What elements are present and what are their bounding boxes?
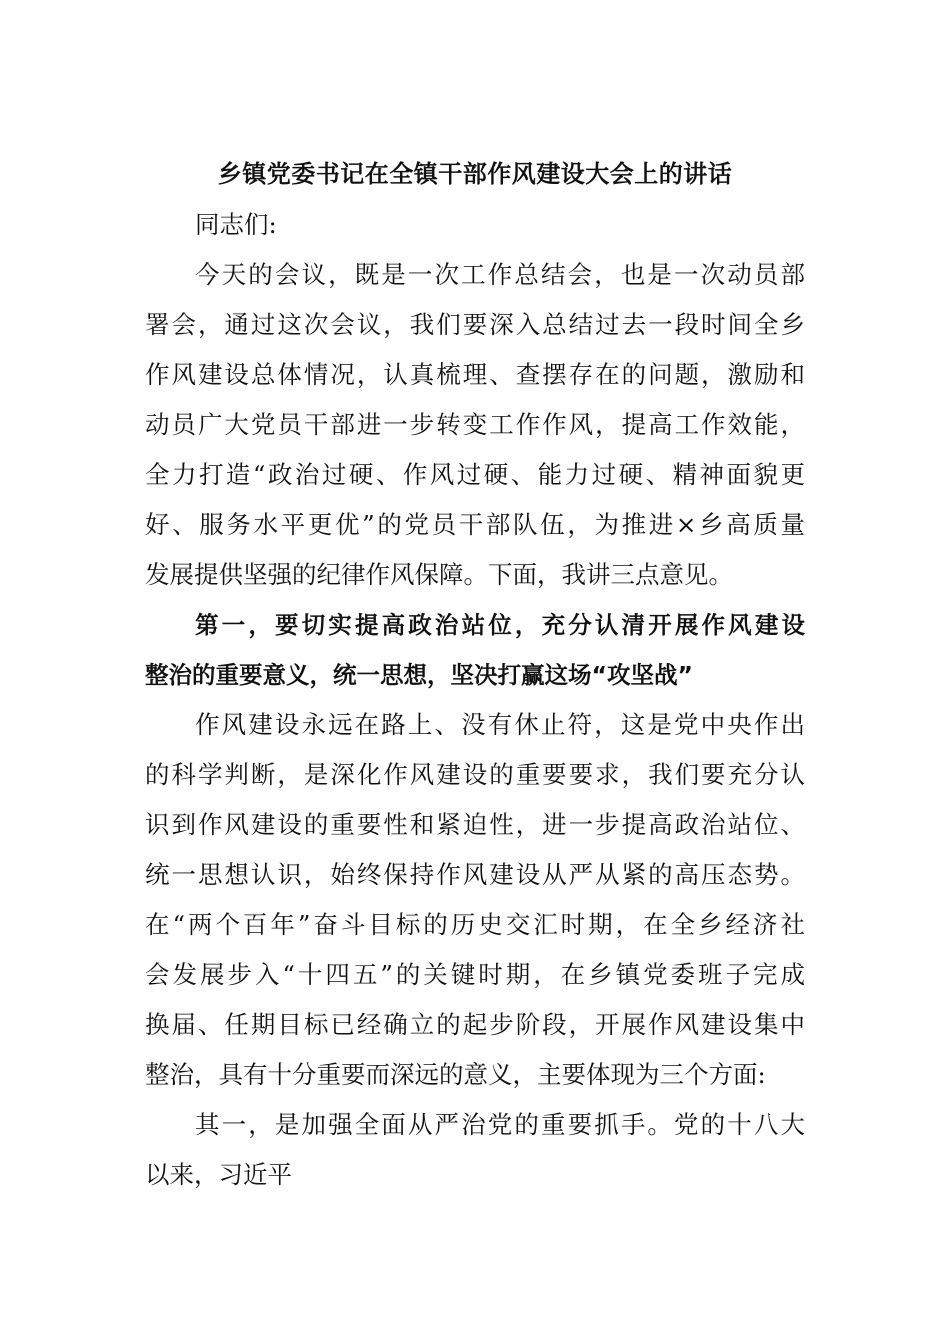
paragraph-line: 作风建设总体情况，认真梳理、查摆存在的问题，激励和: [145, 360, 805, 389]
paragraph-line: 全力打造“政治过硬、作风过硬、能力过硬、精神面貌更: [145, 460, 805, 489]
document-body: [145, 200, 805, 1200]
paragraph-line: 统一思想认识，始终保持作风建设从严从紧的高压态势。: [145, 860, 805, 889]
paragraph-line: 的科学判断，是深化作风建设的重要要求，我们要充分认: [145, 760, 805, 789]
paragraph-line: 会发展步入“十四五”的关键时期，在乡镇党委班子完成: [145, 960, 805, 989]
paragraph-line: 在“两个百年”奋斗目标的历史交汇时期，在全乡经济社: [145, 910, 805, 939]
paragraph-line: 动员广大党员干部进一步转变工作作风，提高工作效能，: [145, 410, 805, 439]
document-title: 乡镇党委书记在全镇干部作风建设大会上的讲话: [217, 160, 733, 188]
paragraph-line: 署会，通过这次会议，我们要深入总结过去一段时间全乡: [145, 310, 805, 339]
paragraph-line: 今天的会议，既是一次工作总结会，也是一次动员部: [195, 260, 805, 289]
paragraph-line: 整治，具有十分重要而深远的意义，主要体现为三个方面:: [145, 1060, 766, 1089]
paragraph-line: 其一，是加强全面从严治党的重要抓手。党的十八大: [195, 1110, 805, 1139]
section-heading-line: 整治的重要意义，统一思想，坚决打赢这场“攻坚战”: [145, 661, 693, 689]
paragraph-line: 好、服务水平更优”的党员干部队伍，为推进×乡高质量: [145, 510, 805, 539]
salutation-line: 同志们:: [195, 210, 277, 239]
section-heading-line: 第一，要切实提高政治站位，充分认清开展作风建设: [195, 611, 805, 639]
paragraph-line: 以来，习近平: [145, 1160, 292, 1189]
paragraph-line: 识到作风建设的重要性和紧迫性，进一步提高政治站位、: [145, 810, 805, 839]
paragraph-line: 换届、任期目标已经确立的起步阶段，开展作风建设集中: [145, 1010, 805, 1039]
paragraph-line: 作风建设永远在路上、没有休止符，这是党中央作出: [195, 710, 805, 739]
paragraph-line: 发展提供坚强的纪律作风保障。下面，我讲三点意见。: [145, 560, 733, 589]
